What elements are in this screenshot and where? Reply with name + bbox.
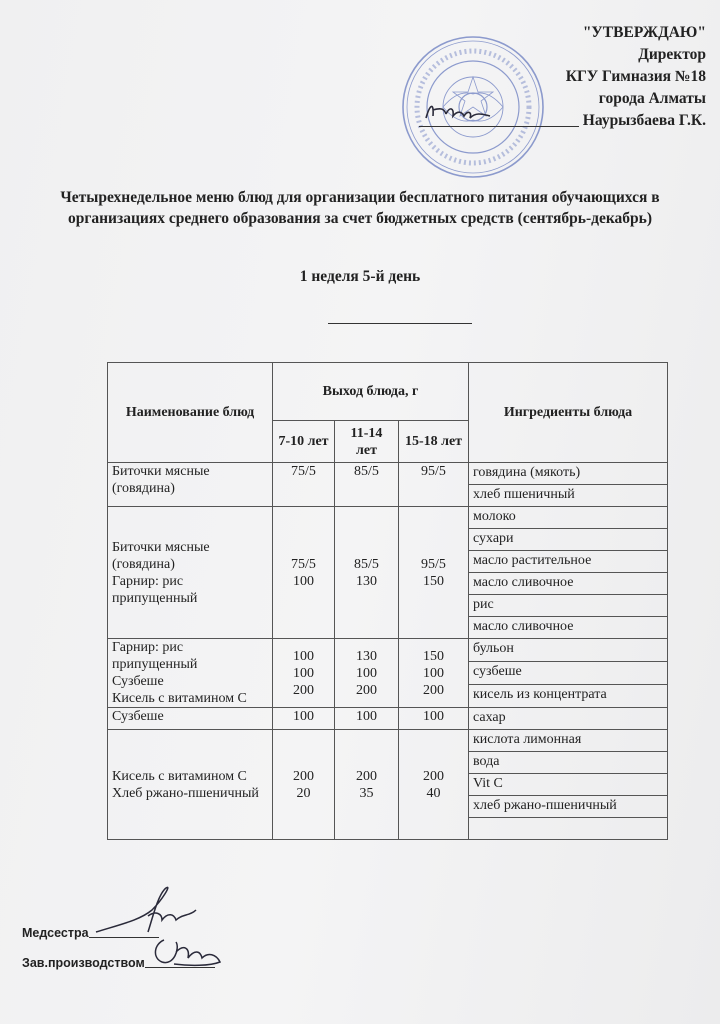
dish-cell	[108, 507, 273, 639]
ingredient-cell: рис	[469, 595, 668, 617]
yield-value: 100	[293, 573, 314, 589]
dish-name: Кисель с витамином С	[112, 691, 247, 706]
yield-11-14-cell	[335, 730, 399, 840]
nurse-signature-icon	[92, 880, 202, 940]
table-row	[108, 730, 668, 752]
yield-value: 40	[426, 785, 441, 801]
dish-name: Сузбеше	[112, 709, 164, 724]
yield-value: 200	[356, 682, 377, 698]
yield-value: 100	[423, 665, 444, 681]
production-signature-icon	[150, 934, 230, 972]
header-age-15-18: 15-18 лет	[399, 421, 469, 463]
ingredient-cell: масло сливочное	[469, 573, 668, 595]
dish-name: Кисель с витамином С	[112, 768, 247, 784]
yield-11-14-cell	[335, 463, 399, 507]
dish-name: Хлеб ржано-пшеничный	[112, 785, 259, 801]
menu-table	[107, 362, 668, 840]
approval-organization: КГУ Гимназия №18	[565, 68, 706, 85]
yield-value: 75/5	[291, 464, 316, 479]
yield-value: 100	[356, 709, 377, 724]
yield-value: 95/5	[421, 464, 446, 479]
yield-7-10-cell	[273, 730, 335, 840]
ingredient-cell: Vit C	[469, 774, 668, 796]
ingredient-cell: масло сливочное	[469, 617, 668, 639]
yield-value: 200	[293, 768, 314, 784]
document-title: Четырехнедельное меню блюд для организации бесплатного питания обучающихся в организациях среднего образования за счет бюджетных средств (сентябрь-декабрь)	[60, 189, 660, 227]
yield-15-18-cell	[399, 730, 469, 840]
yield-value: 130	[356, 573, 377, 589]
production-label: Зав.производством	[22, 956, 145, 970]
ingredient-cell: масло растительное	[469, 551, 668, 573]
ingredient-cell: вода	[469, 752, 668, 774]
header-ingredients: Ингредиенты блюда	[469, 363, 668, 463]
approval-city: города Алматы	[598, 90, 706, 107]
yield-7-10-cell	[273, 463, 335, 507]
yield-15-18-cell	[399, 463, 469, 507]
yield-7-10-cell	[273, 708, 335, 730]
yield-15-18-cell	[399, 507, 469, 639]
title-underline	[328, 323, 472, 324]
dish-cell	[108, 639, 273, 708]
ingredient-cell: говядина (мякоть)	[469, 463, 668, 485]
menu-table-body	[108, 463, 668, 840]
yield-7-10-cell	[273, 639, 335, 708]
approval-heading: "УТВЕРЖДАЮ"	[582, 24, 706, 41]
yield-15-18-cell	[399, 708, 469, 730]
yield-value: 200	[423, 682, 444, 698]
dish-cell	[108, 463, 273, 507]
yield-value: 150	[423, 648, 444, 664]
yield-value: 130	[356, 648, 377, 664]
dish-name: Гарнир: рис припущенный	[112, 573, 198, 606]
yield-15-18-cell	[399, 639, 469, 708]
ingredient-cell: сухари	[469, 529, 668, 551]
yield-11-14-cell	[335, 507, 399, 639]
header-dish: Наименование блюд	[108, 363, 273, 463]
yield-value: 100	[356, 665, 377, 681]
dish-cell	[108, 730, 273, 840]
dish-name: Биточки мясные (говядина)	[112, 464, 210, 496]
header-age-7-10: 7-10 лет	[273, 421, 335, 463]
yield-value: 75/5	[291, 556, 316, 572]
yield-value: 95/5	[421, 556, 446, 572]
table-row	[108, 639, 668, 662]
ingredient-cell	[469, 818, 668, 840]
nurse-label: Медсестра	[22, 926, 89, 940]
yield-11-14-cell	[335, 639, 399, 708]
approval-name: Наурызбаева Г.К.	[582, 112, 706, 129]
yield-11-14-cell	[335, 708, 399, 730]
yield-value: 85/5	[354, 464, 379, 479]
yield-value: 85/5	[354, 556, 379, 572]
yield-value: 100	[293, 665, 314, 681]
dish-name: Биточки мясные (говядина)	[112, 539, 210, 572]
director-signature-icon	[420, 96, 500, 130]
ingredient-cell: кисель из концентрата	[469, 685, 668, 708]
ingredient-cell: сузбеше	[469, 662, 668, 685]
table-row	[108, 507, 668, 529]
yield-value: 200	[356, 768, 377, 784]
dish-name: Сузбеше	[112, 674, 164, 689]
ingredient-cell: хлеб пшеничный	[469, 485, 668, 507]
ingredient-cell: сахар	[469, 708, 668, 730]
yield-value: 20	[296, 785, 311, 801]
table-row	[108, 463, 668, 485]
yield-value: 200	[423, 768, 444, 784]
yield-7-10-cell	[273, 507, 335, 639]
header-yield: Выход блюда, г	[273, 363, 469, 421]
ingredient-cell: бульон	[469, 639, 668, 662]
table-row	[108, 708, 668, 730]
yield-value: 35	[359, 785, 374, 801]
header-age-11-14: 11-14 лет	[335, 421, 399, 463]
dish-cell	[108, 708, 273, 730]
yield-value: 100	[293, 709, 314, 724]
ingredient-cell: хлеб ржано-пшеничный	[469, 796, 668, 818]
ingredient-cell: кислота лимонная	[469, 730, 668, 752]
yield-value: 150	[423, 573, 444, 589]
document-subtitle: 1 неделя 5-й день	[299, 268, 421, 285]
ingredient-cell: молоко	[469, 507, 668, 529]
yield-value: 100	[293, 648, 314, 664]
yield-value: 100	[423, 709, 444, 724]
approval-position: Директор	[638, 46, 706, 63]
dish-name: Гарнир: рис припущенный	[112, 640, 198, 672]
yield-value: 200	[293, 682, 314, 698]
